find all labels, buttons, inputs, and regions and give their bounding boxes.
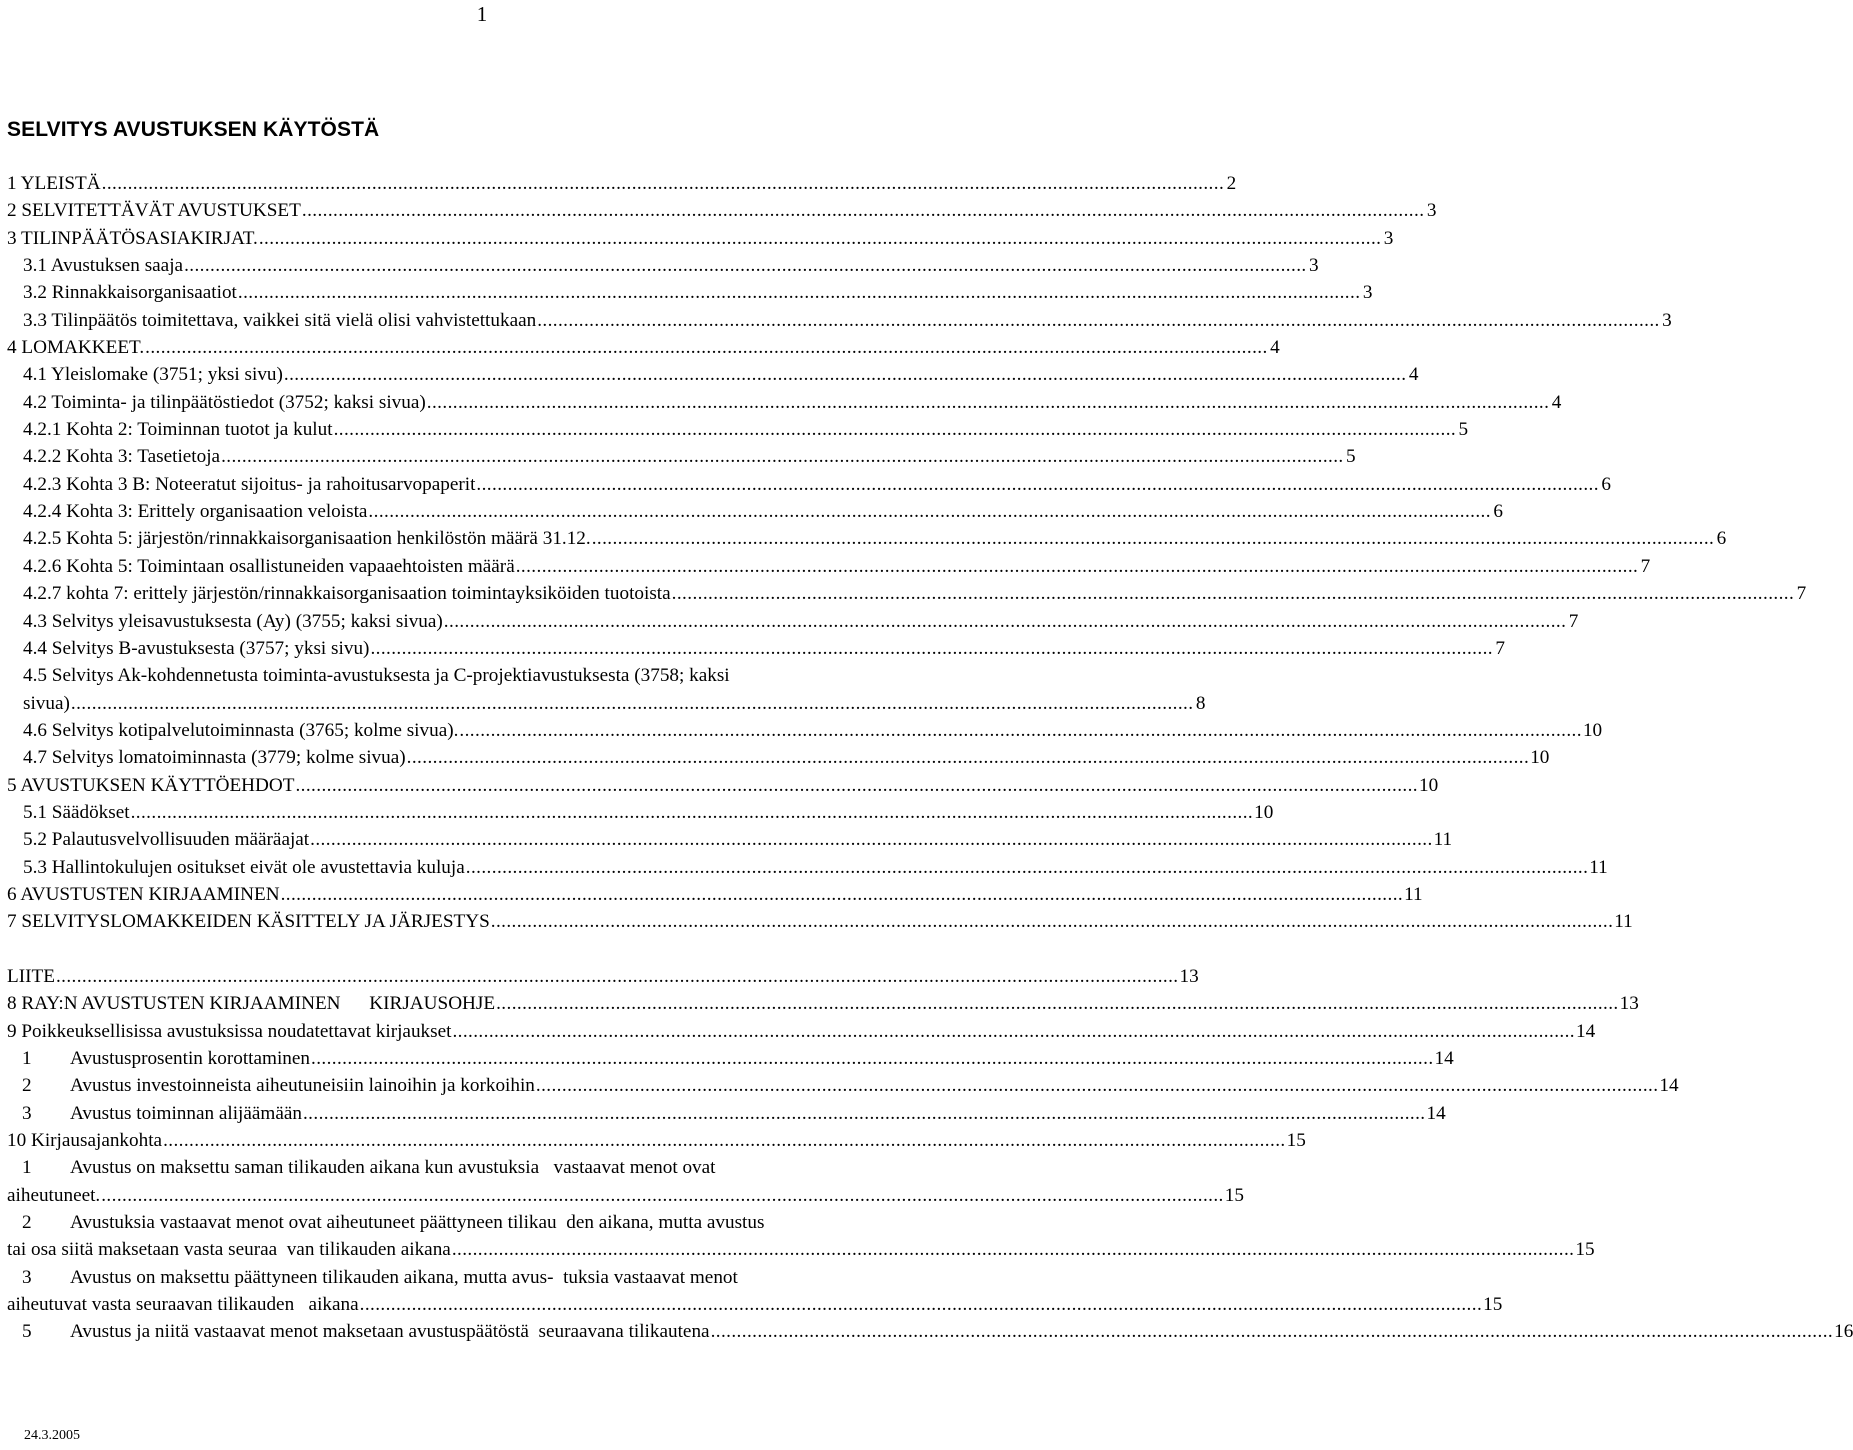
toc-entry-line[interactable]: 1 Avustus on maksettu saman tilikauden aikana kun avustuksia vastaavat menot ovat <box>22 1157 716 1179</box>
toc-entry[interactable]: 5.2 Palautusvelvollisuuden määräajat ..... 11 <box>23 826 962 853</box>
page-number: 1 <box>476 2 488 26</box>
toc-entry[interactable]: 4.2 Toiminta- ja tilinpäätöstiedot (3752; kaksi sivua) ..... 4 <box>23 389 962 416</box>
spacer <box>7 936 962 963</box>
toc-entry[interactable]: 1 Avustusprosentin korottaminen ..... 14 <box>22 1045 962 1072</box>
toc-entry[interactable]: 3 Avustus toiminnan alijäämään ..... 14 <box>22 1100 962 1127</box>
document-title: SELVITYS AVUSTUKSEN KÄYTÖSTÄ <box>7 118 380 141</box>
toc-entry[interactable]: 4.2.7 kohta 7: erittely järjestön/rinnakkaisorganisaation toimintayksiköiden tuotoista ..... 7 <box>23 580 962 607</box>
toc-entry[interactable]: LIITE ..... 13 <box>7 963 962 990</box>
toc-entry[interactable]: aiheutuvat vasta seuraavan tilikauden aikana ..... 15 <box>7 1291 962 1318</box>
toc-entry[interactable]: 2 SELVITETTÄVÄT AVUSTUKSET ..... 3 <box>7 197 962 224</box>
toc-entry[interactable]: 8 RAY:N AVUSTUSTEN KIRJAAMINEN KIRJAUSOHJE ..... 13 <box>7 990 962 1017</box>
toc-entry[interactable]: 4.2.2 Kohta 3: Tasetietoja ..... 5 <box>23 443 962 470</box>
toc-entry-line[interactable]: 4.5 Selvitys Ak-kohdennetusta toiminta-avustuksesta ja C-projektiavustuksesta (3758; kaksi <box>23 665 730 687</box>
toc-entry[interactable]: 6 AVUSTUSTEN KIRJAAMINEN ..... 11 <box>7 881 962 908</box>
toc-entry[interactable]: 3.3 Tilinpäätös toimitettava, vaikkei sitä vielä olisi vahvistettukaan ..... 3 <box>23 307 962 334</box>
toc-entry[interactable]: 10 Kirjausajankohta ..... 15 <box>7 1127 962 1154</box>
toc-entry[interactable]: 3 TILINPÄÄTÖSASIAKIRJAT. ..... 3 <box>7 225 962 252</box>
toc-entry-line[interactable]: 2 Avustuksia vastaavat menot ovat aiheutuneet päättyneen tilikau den aikana, mutta avustus <box>22 1212 765 1234</box>
toc-entry[interactable]: 4.2.4 Kohta 3: Erittely organisaation veloista ..... 6 <box>23 498 962 525</box>
toc-entry[interactable]: 5.3 Hallintokulujen ositukset eivät ole avustettavia kuluja ..... 11 <box>23 854 962 881</box>
toc-entry[interactable]: 4.2.6 Kohta 5: Toimintaan osallistuneiden vapaaehtoisten määrä ..... 7 <box>23 553 962 580</box>
toc-entry[interactable]: 7 SELVITYSLOMAKKEIDEN KÄSITTELY JA JÄRJESTYS ..... 11 <box>7 908 962 935</box>
toc-entry[interactable]: tai osa siitä maksetaan vasta seuraa van tilikauden aikana ..... 15 <box>7 1236 962 1263</box>
toc-entry[interactable]: 2 Avustus investoinneista aiheutuneisiin lainoihin ja korkoihin ..... 14 <box>22 1072 962 1099</box>
toc-entry-line[interactable]: 3 Avustus on maksettu päättyneen tilikauden aikana, mutta avus- tuksia vastaavat menot <box>22 1266 738 1288</box>
toc-entry[interactable]: 1 YLEISTÄ ..... 2 <box>7 170 962 197</box>
toc-entry[interactable]: 5 AVUSTUKSEN KÄYTTÖEHDOT ..... 10 <box>7 772 962 799</box>
toc-entry[interactable]: 4.4 Selvitys B-avustuksesta (3757; yksi sivu) ..... 7 <box>23 635 962 662</box>
toc-entry[interactable]: 4.2.3 Kohta 3 B: Noteeratut sijoitus- ja rahoitusarvopaperit ..... 6 <box>23 471 962 498</box>
toc-entry[interactable]: 4.2.5 Kohta 5: järjestön/rinnakkaisorganisaation henkilöstön määrä 31.12. ..... 6 <box>23 525 962 552</box>
toc-entry[interactable]: sivua) ..... 8 <box>23 690 962 717</box>
toc-entry[interactable]: 4.3 Selvitys yleisavustuksesta (Ay) (3755; kaksi sivua) ..... 7 <box>23 608 962 635</box>
toc-entry[interactable]: 4.7 Selvitys lomatoiminnasta (3779; kolme sivua) ..... 10 <box>23 744 962 771</box>
toc-entry[interactable]: 9 Poikkeuksellisissa avustuksissa noudatettavat kirjaukset ..... 14 <box>7 1018 962 1045</box>
toc-entry[interactable]: 4.2.1 Kohta 2: Toiminnan tuotot ja kulut ..... 5 <box>23 416 962 443</box>
toc-entry[interactable]: 4.6 Selvitys kotipalvelutoiminnasta (3765; kolme sivua). ..... 10 <box>23 717 962 744</box>
toc-entry[interactable]: 5 Avustus ja niitä vastaavat menot maksetaan avustuspäätöstä seuraavana tilikautena ..... 16 <box>22 1318 962 1345</box>
toc-entry[interactable]: 4 LOMAKKEET. ..... 4 <box>7 334 962 361</box>
toc-entry[interactable]: 3.2 Rinnakkaisorganisaatiot ..... 3 <box>23 279 962 306</box>
footer-date: 24.3.2005 <box>24 1428 80 1443</box>
toc-entry[interactable]: 4.1 Yleislomake (3751; yksi sivu) ..... 4 <box>23 361 962 388</box>
toc-entry[interactable]: 3.1 Avustuksen saaja ..... 3 <box>23 252 962 279</box>
table-of-contents <box>7 170 1853 1346</box>
toc-entry[interactable]: aiheutuneet. ..... 15 <box>7 1182 962 1209</box>
toc-entry[interactable]: 5.1 Säädökset ..... 10 <box>23 799 962 826</box>
